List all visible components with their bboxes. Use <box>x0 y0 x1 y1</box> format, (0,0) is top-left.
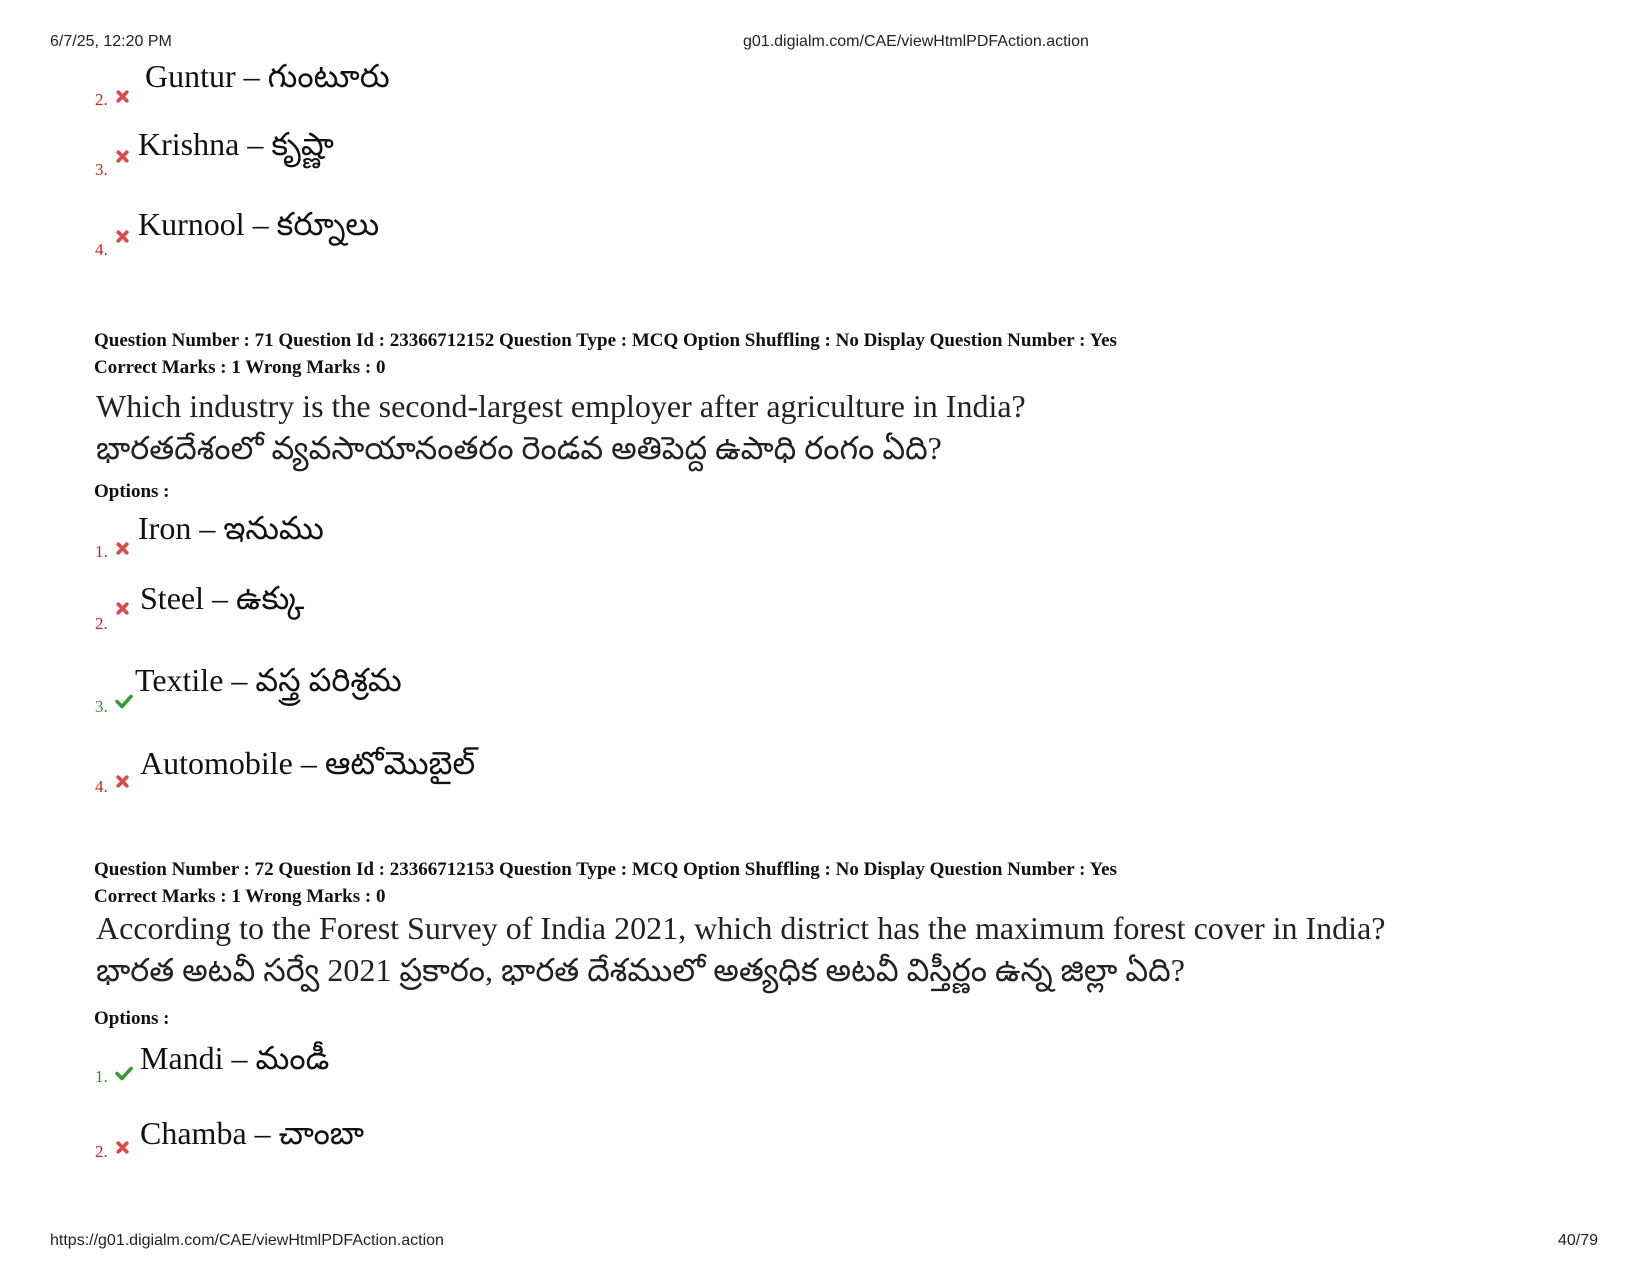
question-text-telugu: భారత అటవీ సర్వే 2021 ప్రకారం, భారత దేశములో అత్యధిక అటవీ విస్తీర్ణం ఉన్న జిల్లా ఏది? <box>96 952 1185 988</box>
options-label: Options : <box>94 481 170 502</box>
option-number: 1. <box>95 1067 108 1086</box>
option-text: Guntur – గుంటూరు <box>145 58 390 94</box>
option-text: Kurnool – కర్నూలు <box>138 206 380 242</box>
cross-icon <box>115 601 130 616</box>
option-text: Krishna – కృష్ణా <box>138 126 334 162</box>
cross-icon <box>115 774 130 789</box>
page-number: 40/79 <box>1557 1232 1598 1249</box>
question-text-telugu: భారతదేశంలో వ్యవసాయానంతరం రెండవ అతిపెద్ద ఉపాధి రంగం ఏది? <box>96 430 942 466</box>
option-number: 4. <box>95 777 108 796</box>
option-number: 3. <box>95 160 108 179</box>
cross-icon <box>115 89 130 104</box>
q72-option-2 <box>95 1115 1495 1160</box>
option-number: 1. <box>95 542 108 561</box>
cross-icon <box>115 541 130 556</box>
option-number: 4. <box>95 240 108 259</box>
prev-option-2 <box>95 58 1495 108</box>
options-label: Options : <box>94 1008 170 1029</box>
q71-option-2 <box>95 580 1495 632</box>
question-72-text <box>96 907 1385 991</box>
print-date: 6/7/25, 12:20 PM <box>50 33 172 50</box>
prev-option-4 <box>95 208 1495 258</box>
option-number: 2. <box>95 614 108 633</box>
check-icon <box>115 694 133 709</box>
cross-icon <box>115 1140 130 1155</box>
q71-option-3 <box>95 660 1495 715</box>
option-text: Chamba – చాంబా <box>140 1115 365 1151</box>
option-text: Mandi – మండీ <box>140 1040 330 1076</box>
cross-icon <box>115 149 130 164</box>
question-text-english: According to the Forest Survey of India 2021, which district has the maximum forest cover in India? <box>96 910 1386 946</box>
question-marks-line: Correct Marks : 1 Wrong Marks : 0 <box>94 357 386 378</box>
option-text: Textile – వస్త్ర పరిశ్రమ <box>135 662 402 698</box>
check-icon <box>115 1066 133 1081</box>
question-71-meta <box>94 327 1117 381</box>
option-text: Automobile – ఆటోమొబైల్ <box>140 745 476 781</box>
option-number: 2. <box>95 1142 108 1161</box>
q72-option-1 <box>95 1040 1495 1085</box>
q71-option-1 <box>95 510 1495 560</box>
option-number: 2. <box>95 90 108 109</box>
cross-icon <box>115 229 130 244</box>
question-72-meta <box>94 856 1117 910</box>
question-marks-line: Correct Marks : 1 Wrong Marks : 0 <box>94 886 386 907</box>
q71-option-4 <box>95 745 1495 795</box>
print-page-url: g01.digialm.com/CAE/viewHtmlPDFAction.action <box>743 33 1089 50</box>
option-text: Iron – ఇనుము <box>138 510 324 546</box>
question-71-text <box>96 385 1026 469</box>
print-footer-url: https://g01.digialm.com/CAE/viewHtmlPDFAction.action <box>50 1232 444 1249</box>
question-meta-line: Question Number : 71 Question Id : 23366712152 Question Type : MCQ Option Shuffling : No Display Question Number : Yes <box>94 330 1117 351</box>
question-text-english: Which industry is the second-largest employer after agriculture in India? <box>96 388 1026 424</box>
prev-option-3 <box>95 128 1495 178</box>
option-text: Steel – ఉక్కు <box>140 580 305 616</box>
option-number: 3. <box>95 697 108 716</box>
question-meta-line: Question Number : 72 Question Id : 23366712153 Question Type : MCQ Option Shuffling : No Display Question Number : Yes <box>94 859 1117 880</box>
